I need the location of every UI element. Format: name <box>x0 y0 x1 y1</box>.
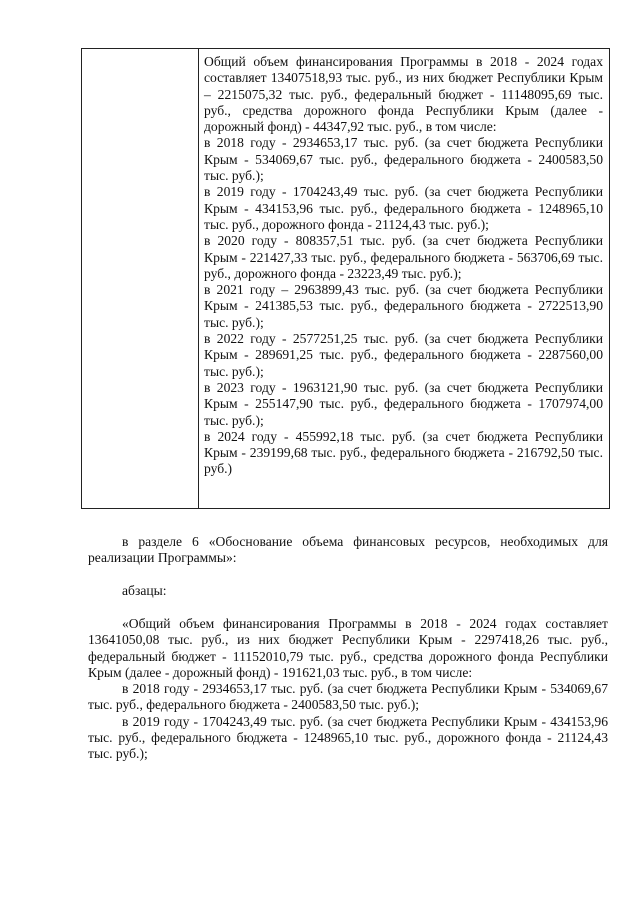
table-left-cell <box>82 49 199 508</box>
financing-table <box>81 48 610 509</box>
financing-year-2022: в 2022 году - 2577251,25 тыс. руб. (за счет бюджета Республики Крым - 289691,25 тыс. руб., федерального бюджета - 2287560,00 тыс. руб.); <box>204 331 603 379</box>
section-intro-paragraph: в разделе 6 «Обоснование объема финансовых ресурсов, необходимых для реализации Программы»: <box>88 534 608 566</box>
financing-year-2020: в 2020 году - 808357,51 тыс. руб. (за счет бюджета Республики Крым - 221427,33 тыс. руб., федерального бюджета - 563706,69 тыс. руб., дорожного фонда - 23223,49 тыс. руб.); <box>204 233 603 281</box>
financing-year-2018: в 2018 году - 2934653,17 тыс. руб. (за счет бюджета Республики Крым - 534069,67 тыс. руб., федерального бюджета - 2400583,50 тыс. руб.); <box>204 135 603 184</box>
table-right-cell <box>199 49 609 508</box>
abzacy-block <box>88 583 608 599</box>
financing-year-2023: в 2023 году - 1963121,90 тыс. руб. (за счет бюджета Республики Крым - 255147,90 тыс. руб., федерального бюджета - 1707974,00 тыс. руб.); <box>204 379 603 428</box>
financing-year-2021: в 2021 году – 2963899,43 тыс. руб. (за счет бюджета Республики Крым - 241385,53 тыс. руб., федерального бюджета - 2722513,90 тыс. руб.); <box>204 282 603 330</box>
financing-total-paragraph: Общий объем финансирования Программы в 2018 - 2024 годах составляет 13407518,93 тыс. руб., из них бюджет Республики Крым – 2215075,32 тыс. руб., федеральный бюджет - 11148095,69 тыс. руб., средства дорожного фонда Республики Крым (далее - дорожный фонд) - 44347,92 тыс. руб., в том числе: <box>204 54 603 135</box>
quote-block <box>88 616 608 763</box>
quote-year-2018: в 2018 году - 2934653,17 тыс. руб. (за счет бюджета Республики Крым - 534069,67 тыс. руб., федерального бюджета - 2400583,50 тыс. руб.); <box>88 681 608 713</box>
financing-year-2024: в 2024 году - 455992,18 тыс. руб. (за счет бюджета Республики Крым - 239199,68 тыс. руб., федерального бюджета - 216792,50 тыс. руб.) <box>204 428 603 477</box>
abzacy-label: абзацы: <box>122 583 167 598</box>
quote-year-2019: в 2019 году - 1704243,49 тыс. руб. (за счет бюджета Республики Крым - 434153,96 тыс. руб., федерального бюджета - 1248965,10 тыс. руб., дорожного фонда - 21124,43 тыс. руб.); <box>88 713 608 762</box>
financing-year-2019: в 2019 году - 1704243,49 тыс. руб. (за счет бюджета Республики Крым - 434153,96 тыс. руб., федерального бюджета - 1248965,10 тыс. руб., дорожного фонда - 21124,43 тыс. руб.); <box>204 184 603 232</box>
section-intro-block <box>88 534 608 567</box>
quote-total-paragraph: «Общий объем финансирования Программы в 2018 - 2024 годах составляет 13641050,08 тыс. руб., из них бюджет Республики Крым - 2297418,26 тыс. руб., федеральный бюджет - 11152010,79 тыс. руб., средства дорожного фонда Республики Крым (далее - дорожный фонд) - 191621,03 тыс. руб., в том числе: <box>88 616 608 680</box>
